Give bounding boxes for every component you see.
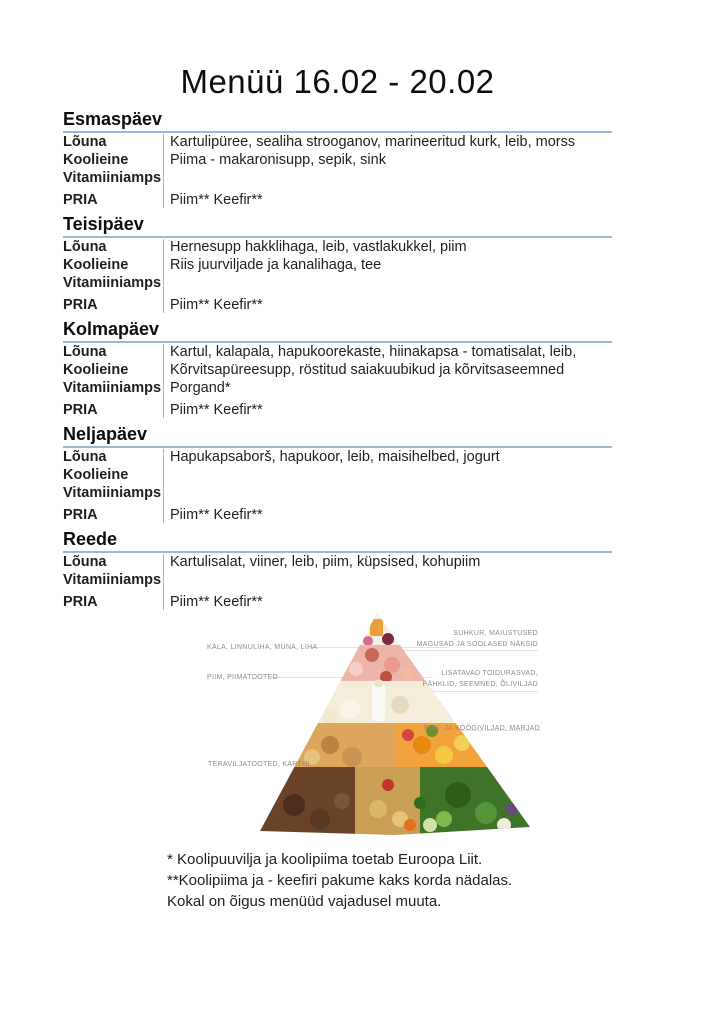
- pyramid-label-line: PUU- JA KÖÖGIVILJAD, MARJAD: [423, 725, 540, 732]
- row-text: Piima - makaronisupp, sepik, sink: [170, 152, 386, 168]
- menu-row: [63, 274, 612, 292]
- menu-row: [63, 401, 612, 419]
- menu-row: [63, 484, 612, 502]
- pyramid-label-grains: TERAVILJATOOTED, KARTUL: [208, 761, 312, 768]
- menu-row: [63, 343, 612, 361]
- row-label: PRIA: [63, 402, 98, 418]
- row-label: Vitamiiniamps: [63, 380, 162, 396]
- pyramid-label-line: PÄHKLID, SEEMNED, ÕLIVILJAD: [422, 681, 538, 688]
- page-title: Menüü 16.02 - 20.02: [180, 63, 495, 100]
- row-text: Piim** Keefir**: [170, 594, 263, 610]
- row-label: Vitamiiniamps: [63, 170, 162, 186]
- footnote-eu-support: * Koolipuuvilja ja koolipiima toetab Euroopa Liit.: [167, 851, 483, 868]
- row-label: Vitamiiniamps: [63, 485, 162, 501]
- row-text: Piim** Keefir**: [170, 507, 263, 523]
- row-text: Kartulisalat, viiner, leib, piim, küpsised, kohupiim: [170, 554, 481, 570]
- row-label: Lõuna: [63, 554, 107, 570]
- pyramid-label-fats: [423, 668, 538, 690]
- day-rows: [63, 553, 612, 611]
- menu-row: [63, 133, 612, 151]
- row-label: Lõuna: [63, 449, 107, 465]
- menu-row: [63, 169, 612, 187]
- day-rows: [63, 238, 612, 314]
- day-section-reede: [63, 529, 612, 611]
- day-section-esmaspaev: [63, 109, 612, 209]
- pyramid-label-fruit-veg: [424, 723, 540, 734]
- day-section-neljapaev: [63, 424, 612, 524]
- row-label: Lõuna: [63, 134, 107, 150]
- row-label: Vitamiiniamps: [63, 275, 162, 291]
- row-text: [163, 571, 612, 589]
- menu-row: [63, 238, 612, 256]
- row-label: PRIA: [63, 297, 98, 313]
- day-heading: Kolmapäev: [63, 319, 160, 339]
- pyramid-label-meat: KALA, LINNULIHA, MUNA, LIHA: [207, 644, 318, 651]
- pyramid-label-sweets: [417, 628, 538, 650]
- row-text: Kartulipüree, sealiha strooganov, marineeritud kurk, leib, morss: [170, 134, 576, 150]
- day-section-teisipaev: [63, 214, 612, 314]
- day-heading: Neljapäev: [63, 424, 148, 444]
- day-heading: Esmaspäev: [63, 109, 163, 129]
- row-text: Kõrvitsapüreesupp, röstitud saiakuubikud ja kõrvitsaseemned: [170, 362, 565, 378]
- row-label: Koolieine: [63, 362, 129, 378]
- row-label: PRIA: [63, 192, 98, 208]
- menu-row: [63, 506, 612, 524]
- footnote-milk-kefir: **Koolipiima ja - keefiri pakume kaks korda nädalas.: [167, 872, 513, 889]
- footnotes: [167, 849, 612, 912]
- menu-row: [63, 553, 612, 571]
- menu-row: [63, 593, 612, 611]
- row-text: Kartul, kalapala, hapukoorekaste, hiinakapsa - tomatisalat, leib,: [170, 344, 577, 360]
- row-label: PRIA: [63, 594, 98, 610]
- row-text: [163, 169, 612, 187]
- food-pyramid-figure: [63, 613, 612, 843]
- row-label: Lõuna: [63, 344, 107, 360]
- row-text: Riis juurviljade ja kanalihaga, tee: [170, 257, 382, 273]
- row-text: [163, 484, 612, 502]
- menu-row: [63, 256, 612, 274]
- day-heading: Reede: [63, 529, 118, 549]
- day-rows: [63, 133, 612, 209]
- day-rows: [63, 448, 612, 524]
- pyramid-label-line: LISATAVAD TOIDURASVAD,: [441, 670, 538, 677]
- day-rows: [63, 343, 612, 419]
- menu-row: [63, 379, 612, 397]
- pyramid-label-dairy: PIIM, PIIMATOOTED: [207, 674, 278, 681]
- row-label: Vitamiiniamps: [63, 572, 162, 588]
- row-text: Piim** Keefir**: [170, 192, 263, 208]
- row-text: Hapukapsaborš, hapukoor, leib, maisihelbed, jogurt: [170, 449, 500, 465]
- pyramid-label-line: MAGUSAD JA SOOLASED NÄKSID: [416, 641, 538, 648]
- menu-row: [63, 466, 612, 484]
- menu-row: [63, 448, 612, 466]
- menu-row: [63, 191, 612, 209]
- row-text: [163, 274, 612, 292]
- row-label: Koolieine: [63, 467, 129, 483]
- row-text: Piim** Keefir**: [170, 297, 263, 313]
- menu-row: [63, 571, 612, 589]
- menu-row: [63, 361, 612, 379]
- row-label: Lõuna: [63, 239, 107, 255]
- menu-row: [63, 151, 612, 169]
- footnote-menu-change: Kokal on õigus menüüd vajadusel muuta.: [167, 893, 442, 910]
- pyramid-label-line: SUHKUR, MAIUSTUSED: [453, 630, 538, 637]
- day-section-kolmapaev: [63, 319, 612, 419]
- menu-row: [63, 296, 612, 314]
- row-label: Koolieine: [63, 257, 129, 273]
- row-label: PRIA: [63, 507, 98, 523]
- row-text: [163, 466, 612, 484]
- row-label: Koolieine: [63, 152, 129, 168]
- row-text: Porgand*: [170, 380, 231, 396]
- row-text: Hernesupp hakklihaga, leib, vastlakukkel, piim: [170, 239, 467, 255]
- row-text: Piim** Keefir**: [170, 402, 263, 418]
- day-heading: Teisipäev: [63, 214, 144, 234]
